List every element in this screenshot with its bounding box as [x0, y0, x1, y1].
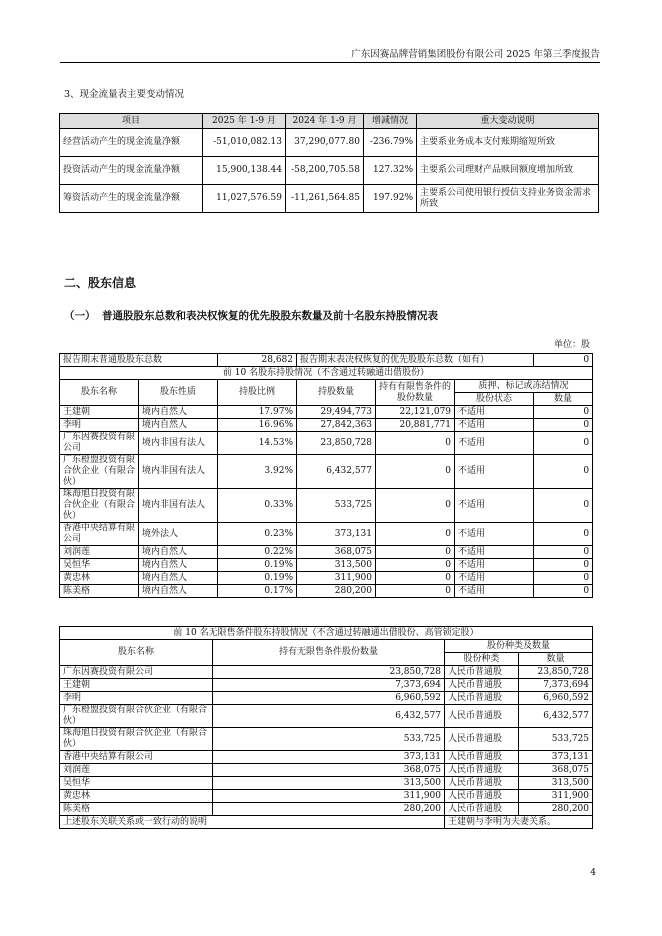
- relation-label: 上述股东关联关系或一致行动的说明: [60, 816, 445, 829]
- name-cell: 王建朝: [60, 679, 213, 692]
- nature-cell: 境内自然人: [139, 585, 218, 598]
- restricted-cell: 0: [376, 432, 455, 455]
- nature-cell: 境内自然人: [139, 572, 218, 585]
- restricted-cell: 20,881,771: [376, 419, 455, 432]
- count-cell: 533,725: [297, 489, 376, 523]
- ratio-cell: 17.97%: [218, 406, 297, 419]
- total-holders-value: 28,682: [218, 354, 297, 367]
- table-row: [60, 751, 593, 764]
- name-cell: 广东因赛投资有限公司: [60, 432, 139, 455]
- top10-caption: 前 10 名股东持股情况（不含通过转融通出借股份）: [60, 367, 593, 380]
- col-note: 重大变动说明: [417, 114, 599, 129]
- unrestricted-shareholders-table: [59, 626, 593, 829]
- count-cell: 6,960,592: [213, 692, 445, 705]
- qty-cell: 533,725: [519, 728, 593, 751]
- qty-cell: 373,131: [519, 751, 593, 764]
- col-restricted: 持有有限售条件的股份数量: [376, 380, 455, 406]
- qty-cell: 23,850,728: [519, 666, 593, 679]
- status-cell: 不适用: [455, 419, 534, 432]
- qty-cell: 0: [534, 432, 593, 455]
- value-cell: 37,290,077.80: [286, 129, 364, 157]
- table-row: [60, 790, 593, 803]
- count-cell: 373,131: [297, 523, 376, 546]
- count-cell: 311,900: [297, 572, 376, 585]
- value-cell: 11,027,576.59: [203, 185, 286, 213]
- status-cell: 不适用: [455, 406, 534, 419]
- note-cell: 主要系公司使用银行授信支持业务资金需求所致: [417, 185, 599, 213]
- subsection-number: （一）: [64, 310, 96, 322]
- ratio-cell: 3.92%: [218, 455, 297, 489]
- col-change: 增减情况: [364, 114, 417, 129]
- subsection-title: 普通股股东总数和表决权恢复的优先股股东数量及前十名股东持股情况表: [102, 310, 438, 322]
- value-cell: -58,200,705.58: [286, 157, 364, 185]
- item-cell: 筹资活动产生的现金流量净额: [60, 185, 203, 213]
- note-cell: 主要系业务成本支付账期缩短所致: [417, 129, 599, 157]
- count-cell: 6,432,577: [213, 705, 445, 728]
- restricted-cell: 0: [376, 585, 455, 598]
- qty-cell: 368,075: [519, 764, 593, 777]
- name-cell: 李明: [60, 419, 139, 432]
- count-cell: 23,850,728: [297, 432, 376, 455]
- qty-cell: 0: [534, 559, 593, 572]
- table-row: [60, 572, 593, 585]
- table-row: [60, 705, 593, 728]
- type-cell: 人民币普通股: [445, 764, 519, 777]
- qty-cell: 311,900: [519, 790, 593, 803]
- pref-holders-label: 报告期末表决权恢复的优先股股东总数（如有）: [297, 354, 534, 367]
- table-row: [60, 585, 593, 598]
- name-cell: 陈美格: [60, 803, 213, 816]
- col-2025: 2025 年 1-9 月: [203, 114, 286, 129]
- col-status: 股份状态: [455, 393, 534, 406]
- table-row: [60, 129, 599, 157]
- status-cell: 不适用: [455, 546, 534, 559]
- subsection-heading: [64, 308, 438, 323]
- name-cell: 香港中央结算有限公司: [60, 523, 139, 546]
- ratio-cell: 0.33%: [218, 489, 297, 523]
- ratio-cell: 14.53%: [218, 432, 297, 455]
- unit-label: 单位：股: [553, 340, 590, 350]
- col-pledge: 质押、标记或冻结情况: [455, 380, 593, 393]
- type-cell: 人民币普通股: [445, 790, 519, 803]
- type-cell: 人民币普通股: [445, 751, 519, 764]
- cashflow-section-title: 3、现金流量表主要变动情况: [64, 89, 185, 100]
- col-count: 持股数量: [297, 380, 376, 406]
- col-2024: 2024 年 1-9 月: [286, 114, 364, 129]
- type-cell: 人民币普通股: [445, 666, 519, 679]
- status-cell: 不适用: [455, 432, 534, 455]
- summary-row: [60, 354, 593, 367]
- col-name: 股东名称: [60, 380, 139, 406]
- cashflow-table: [59, 113, 599, 213]
- qty-cell: 0: [534, 546, 593, 559]
- ratio-cell: 0.17%: [218, 585, 297, 598]
- status-cell: 不适用: [455, 559, 534, 572]
- col-ratio: 持股比例: [218, 380, 297, 406]
- page-number: 4: [590, 868, 596, 878]
- type-cell: 人民币普通股: [445, 692, 519, 705]
- count-cell: 27,842,363: [297, 419, 376, 432]
- qty-cell: 0: [534, 489, 593, 523]
- restricted-cell: 22,121,079: [376, 406, 455, 419]
- type-cell: 人民币普通股: [445, 728, 519, 751]
- qty-cell: 6,432,577: [519, 705, 593, 728]
- type-cell: 人民币普通股: [445, 705, 519, 728]
- name-cell: 珠海旭日投资有限合伙企业（有限合伙）: [60, 489, 139, 523]
- table-row: [60, 728, 593, 751]
- relation-row: [60, 816, 593, 829]
- count-cell: 280,200: [297, 585, 376, 598]
- ratio-cell: 0.19%: [218, 572, 297, 585]
- restricted-cell: 0: [376, 572, 455, 585]
- table-row: [60, 803, 593, 816]
- restricted-cell: 0: [376, 523, 455, 546]
- count-cell: 368,075: [297, 546, 376, 559]
- type-cell: 人民币普通股: [445, 777, 519, 790]
- value-cell: -11,261,564.85: [286, 185, 364, 213]
- nature-cell: 境内自然人: [139, 546, 218, 559]
- count-cell: 7,373,694: [213, 679, 445, 692]
- col-qty: 数量: [519, 653, 593, 666]
- qty-cell: 0: [534, 585, 593, 598]
- name-cell: 香港中央结算有限公司: [60, 751, 213, 764]
- table-row: [60, 523, 593, 546]
- qty-cell: 0: [534, 406, 593, 419]
- status-cell: 不适用: [455, 572, 534, 585]
- total-holders-label: 报告期末普通股股东总数: [60, 354, 218, 367]
- count-cell: 6,432,577: [297, 455, 376, 489]
- status-cell: 不适用: [455, 585, 534, 598]
- change-cell: 127.32%: [364, 157, 417, 185]
- status-cell: 不适用: [455, 523, 534, 546]
- restricted-cell: 0: [376, 489, 455, 523]
- table-row: [60, 546, 593, 559]
- ratio-cell: 0.23%: [218, 523, 297, 546]
- qty-cell: 0: [534, 419, 593, 432]
- nature-cell: 境内自然人: [139, 559, 218, 572]
- name-cell: 陈美格: [60, 585, 139, 598]
- name-cell: 广东橙盟投资有限合伙企业（有限合伙）: [60, 455, 139, 489]
- page-header: 广东因赛品牌营销集团股份有限公司 2025 年第三季度报告: [351, 49, 600, 60]
- table-row: [60, 489, 593, 523]
- col-nature: 股东性质: [139, 380, 218, 406]
- count-cell: 29,494,773: [297, 406, 376, 419]
- name-cell: 吴恒华: [60, 559, 139, 572]
- top10-shareholders-table: [59, 353, 593, 598]
- table-row: [60, 432, 593, 455]
- qty-cell: 313,500: [519, 777, 593, 790]
- name-cell: 珠海旭日投资有限合伙企业（有限合伙）: [60, 728, 213, 751]
- restricted-cell: 0: [376, 546, 455, 559]
- type-cell: 人民币普通股: [445, 803, 519, 816]
- qty-cell: 6,960,592: [519, 692, 593, 705]
- qty-cell: 0: [534, 572, 593, 585]
- table-row: [60, 777, 593, 790]
- note-cell: 主要系公司理财产品赎回额度增加所致: [417, 157, 599, 185]
- table-row: [60, 406, 593, 419]
- table-row: [60, 559, 593, 572]
- table-row: [60, 679, 593, 692]
- value-cell: -51,010,082.13: [203, 129, 286, 157]
- col-type: 股份种类: [445, 653, 519, 666]
- nature-cell: 境内非国有法人: [139, 432, 218, 455]
- section-heading: 二、股东信息: [64, 276, 137, 290]
- name-cell: 李明: [60, 692, 213, 705]
- header-divider: [60, 62, 600, 63]
- count-cell: 313,500: [213, 777, 445, 790]
- pref-holders-value: 0: [534, 354, 593, 367]
- count-cell: 313,500: [297, 559, 376, 572]
- count-cell: 311,900: [213, 790, 445, 803]
- table-row: [60, 692, 593, 705]
- count-cell: 280,200: [213, 803, 445, 816]
- qty-cell: 7,373,694: [519, 679, 593, 692]
- name-cell: 吴恒华: [60, 777, 213, 790]
- qty-cell: 0: [534, 455, 593, 489]
- table-row: [60, 157, 599, 185]
- table-row: [60, 185, 599, 213]
- name-cell: 王建朝: [60, 406, 139, 419]
- name-cell: 广东橙盟投资有限合伙企业（有限合伙）: [60, 705, 213, 728]
- ratio-cell: 0.22%: [218, 546, 297, 559]
- nature-cell: 境内非国有法人: [139, 455, 218, 489]
- relation-value: 王建朝与李明为夫妻关系。: [445, 816, 593, 829]
- nature-cell: 境外法人: [139, 523, 218, 546]
- restricted-cell: 0: [376, 559, 455, 572]
- nature-cell: 境内自然人: [139, 406, 218, 419]
- change-cell: -236.79%: [364, 129, 417, 157]
- restricted-cell: 0: [376, 455, 455, 489]
- nature-cell: 境内自然人: [139, 419, 218, 432]
- item-cell: 投资活动产生的现金流量净额: [60, 157, 203, 185]
- table-row: [60, 455, 593, 489]
- qty-cell: 0: [534, 523, 593, 546]
- table-row: [60, 764, 593, 777]
- col-item: 项目: [60, 114, 203, 129]
- item-cell: 经营活动产生的现金流量净额: [60, 129, 203, 157]
- value-cell: 15,900,138.44: [203, 157, 286, 185]
- qty-cell: 280,200: [519, 803, 593, 816]
- unrestricted-caption: 前 10 名无限售条件股东持股情况（不含通过转融通出借股份、高管锁定股）: [60, 627, 593, 640]
- cashflow-header-row: [60, 114, 599, 129]
- ratio-cell: 16.96%: [218, 419, 297, 432]
- table-row: [60, 666, 593, 679]
- name-cell: 黄忠林: [60, 790, 213, 803]
- col-unrestricted-count: 持有无限售条件股份数量: [213, 640, 445, 666]
- col-type-group: 股份种类及数量: [445, 640, 593, 653]
- type-cell: 人民币普通股: [445, 679, 519, 692]
- nature-cell: 境内非国有法人: [139, 489, 218, 523]
- count-cell: 373,131: [213, 751, 445, 764]
- status-cell: 不适用: [455, 455, 534, 489]
- name-cell: 刘润莲: [60, 764, 213, 777]
- table-row: [60, 419, 593, 432]
- ratio-cell: 0.19%: [218, 559, 297, 572]
- count-cell: 368,075: [213, 764, 445, 777]
- count-cell: 23,850,728: [213, 666, 445, 679]
- status-cell: 不适用: [455, 489, 534, 523]
- count-cell: 533,725: [213, 728, 445, 751]
- name-cell: 广东因赛投资有限公司: [60, 666, 213, 679]
- change-cell: 197.92%: [364, 185, 417, 213]
- col-name: 股东名称: [60, 640, 213, 666]
- col-qty: 数量: [534, 393, 593, 406]
- name-cell: 刘润莲: [60, 546, 139, 559]
- name-cell: 黄忠林: [60, 572, 139, 585]
